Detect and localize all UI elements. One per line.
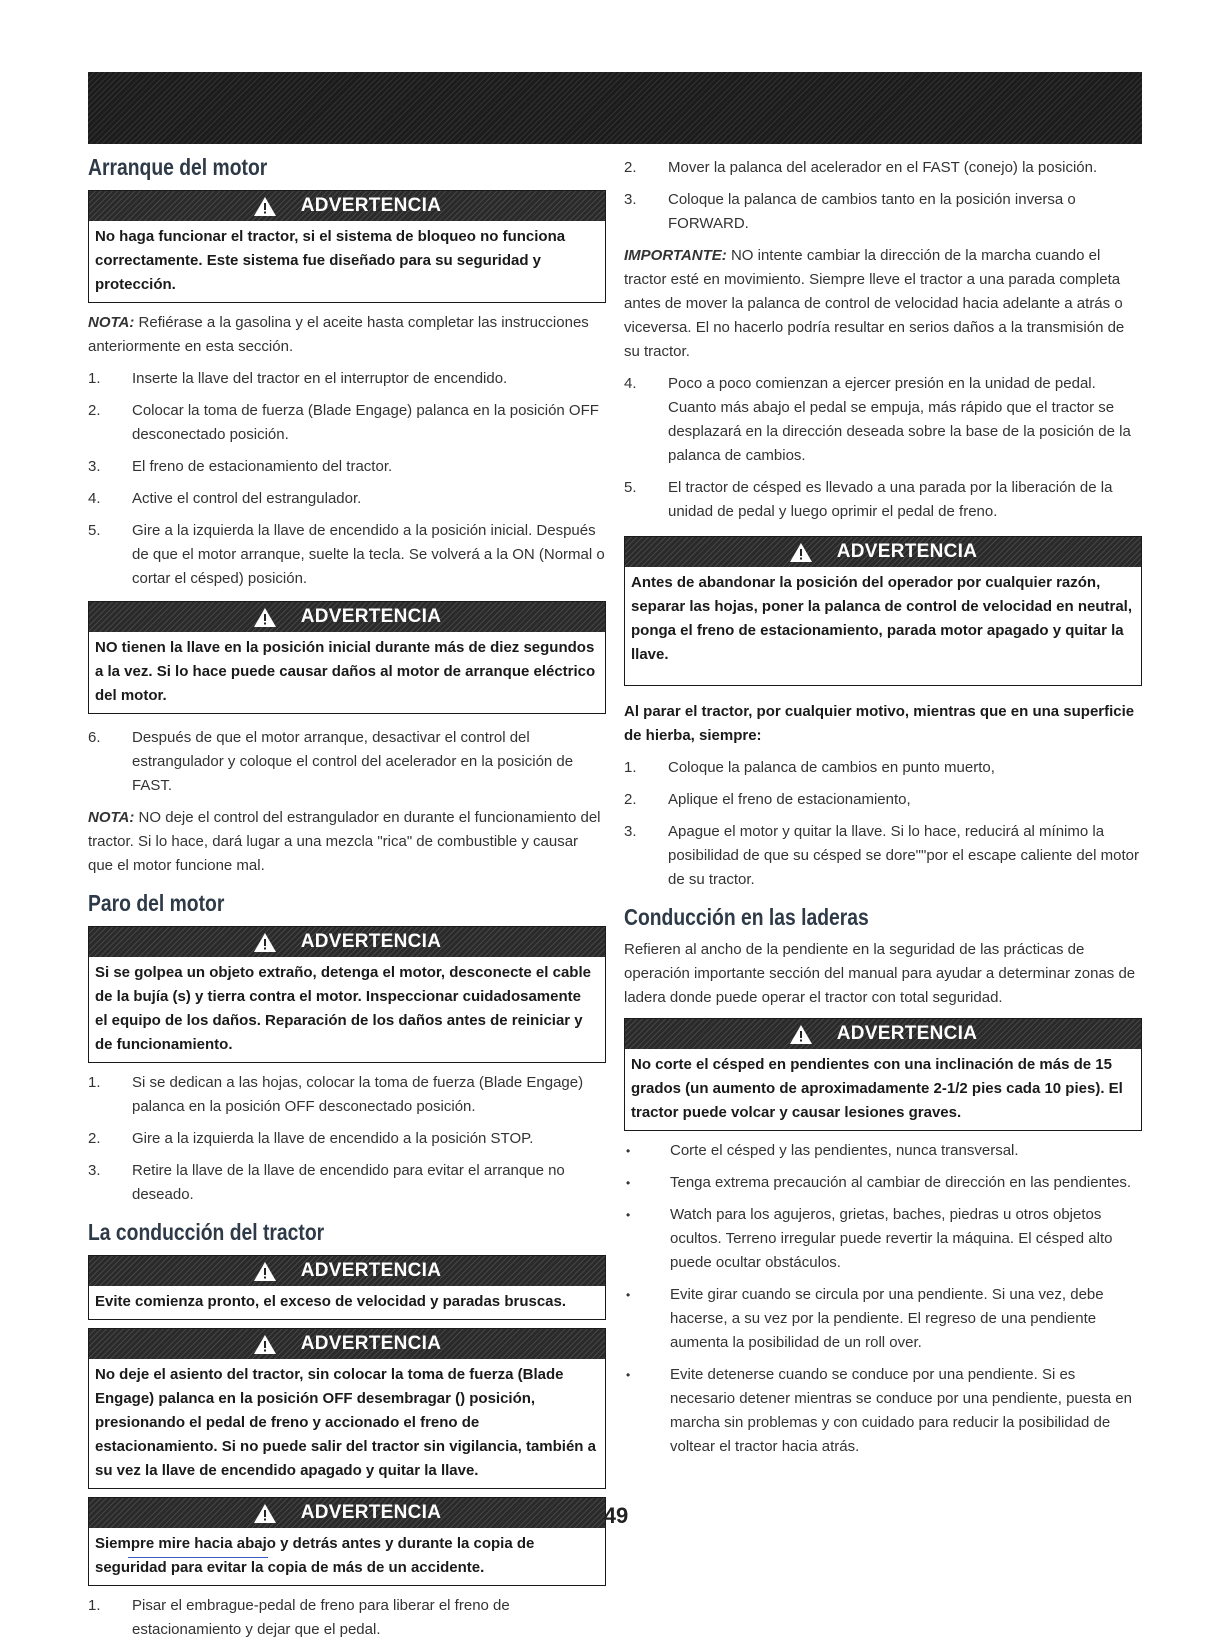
right-column [624,152,1142,1459]
list-number: 5. [624,479,637,496]
list-item [88,487,606,511]
list-item [624,788,1142,812]
list-text: Pisar el embrague-pedal de freno para liberar el freno de estacionamiento y dejar que el pedal. [132,1597,510,1638]
list-item [624,372,1142,468]
note-text: Refiérase a la gasolina y el aceite hasta completar las instrucciones anteriormente en esta sección. [88,314,589,355]
warning-title: ADVERTENCIA [300,1260,442,1281]
warning-header [89,927,605,957]
bullet-icon: • [626,1288,631,1302]
list-text: Aplique el freno de estacionamiento, [668,791,911,808]
warning-header [89,1498,605,1528]
warning-text: Antes de abandonar la posición del operador por cualquier razón, separar las hojas, poner la palanca de control de velocidad en neutral, ponga el freno de estacionamiento, parada motor apagado y quitar la llave. [631,574,1132,663]
list-item [88,367,606,391]
warning-triangle-icon [253,1503,277,1524]
warning-text: NO tienen la llave en la posición inicial durante más de diez segundos a la vez. Si lo hace puede causar daños al motor de arranque eléctrico del motor. [95,639,596,704]
warning-text: Si se golpea un objeto extraño, detenga el motor, desconecte el cable de la bujía (s) y tierra contra el motor. Inspeccionar cuidadosamente el equipo de los daños. Reparación de los daños antes de reiniciar y de funcionamiento. [95,964,591,1053]
bullet-item [624,1363,1142,1459]
list-text: Gire a la izquierda la llave de encendido a la posición inicial. Después de que el motor arranque, suelte la tecla. Se volverá a la ON (Normal o cortar el césped) posición. [132,522,605,587]
section-title-stop-engine: Paro del motor [88,890,225,916]
warning-header [625,1019,1141,1049]
footer-divider [128,1557,268,1558]
note-label: NOTA: [88,809,135,826]
list-number: 1. [88,1597,101,1614]
section-title-start-engine: Arranque del motor [88,154,268,180]
bullet-text: Evite girar cuando se circula por una pendiente. Si una vez, debe hacerse, a su vez por la pendiente. El regreso de una pendiente aumenta la posibilidad de un roll over. [670,1286,1104,1351]
bullet-text: Watch para los agujeros, grietas, baches, piedras u otros objetos ocultos. Terreno irregular puede revertir la máquina. El césped alto puede ocultar obstáculos. [670,1206,1113,1271]
list-number: 3. [88,458,101,475]
bullet-item [624,1283,1142,1355]
list-item [624,476,1142,524]
list-item [624,756,1142,780]
list-item [624,820,1142,892]
list-text: Después de que el motor arranque, desactivar el control del estrangulador y coloque el control del acelerador en la posición de FAST. [132,729,574,794]
warning-box [88,1255,606,1320]
warning-box [88,926,606,1063]
stop-intro: Al parar el tractor, por cualquier motivo, mientras que en una superficie de hierba, siempre: [624,703,1135,744]
list-text: Mover la palanca del acelerador en el FAST (conejo) la posición. [668,159,1098,176]
bullet-icon: • [626,1368,631,1382]
warning-triangle-icon [789,1024,813,1045]
list-number: 3. [88,1162,101,1179]
list-text: Si se dedican a las hojas, colocar la toma de fuerza (Blade Engage) palanca en la posición OFF desconectado posición. [132,1074,584,1115]
warning-title: ADVERTENCIA [300,931,442,952]
note-label: NOTA: [88,314,135,331]
bullet-icon: • [626,1176,631,1190]
list-item [624,188,1142,236]
list-number: 3. [624,191,637,208]
list-number: 2. [88,1130,101,1147]
bullet-item [624,1203,1142,1275]
warning-triangle-icon [253,607,277,628]
important-text: NO intente cambiar la dirección de la marcha cuando el tractor esté en movimiento. Siempre lleve el tractor a una parada completa antes de mover la palanca de control de velocidad hacia adelante a atrás o viceversa. El no hacerlo podría resultar en serios daños a la transmisión de su tractor. [624,247,1125,360]
warning-title: ADVERTENCIA [300,195,442,216]
list-text: Apague el motor y quitar la llave. Si lo hace, reducirá al mínimo la posibilidad de que su césped se dore""por el escape caliente del motor de su tractor. [668,823,1139,888]
list-item [88,519,606,591]
list-item [88,455,606,479]
list-item [88,1594,606,1642]
list-number: 1. [624,759,637,776]
warning-header [89,1256,605,1286]
list-text: Active el control del estrangulador. [132,490,362,507]
list-number: 2. [624,791,637,808]
list-item [88,1127,606,1151]
warning-header [625,537,1141,567]
warning-triangle-icon [253,1261,277,1282]
warning-title: ADVERTENCIA [836,1023,978,1044]
note-text: NO deje el control del estrangulador en durante el funcionamiento del tractor. Si lo hace, dará lugar a una mezcla "rica" de combustible y causar que el motor funcione mal. [88,809,601,874]
list-text: Poco a poco comienzan a ejercer presión en la unidad de pedal. Cuanto más abajo el pedal se empuja, más rápido que el tractor se desplazará en la dirección deseada sobre la base de la posición de la palanca de cambios. [668,375,1131,464]
list-item [88,726,606,798]
warning-box [88,1328,606,1489]
list-text: El tractor de césped es llevado a una parada por la liberación de la unidad de pedal y luego oprimir el pedal de freno. [668,479,1113,520]
list-number: 4. [624,375,637,392]
warning-title: ADVERTENCIA [836,541,978,562]
list-text: Colocar la toma de fuerza (Blade Engage) palanca en la posición OFF desconectado posición. [132,402,599,443]
section-title-slopes: Conducción en las laderas [624,904,869,930]
list-number: 4. [88,490,101,507]
list-text: Inserte la llave del tractor en el interruptor de encendido. [132,370,508,387]
warning-triangle-icon [253,1334,277,1355]
list-number: 1. [88,1074,101,1091]
warning-header [89,602,605,632]
header-banner [88,72,1142,144]
slopes-intro: Refieren al ancho de la pendiente en la seguridad de las prácticas de operación importante sección del manual para ayudar a determinar zonas de ladera donde puede operar el tractor con total seguridad. [624,941,1136,1006]
warning-triangle-icon [789,542,813,563]
list-text: Retire la llave de la llave de encendido para evitar el arranque no deseado. [132,1162,565,1203]
list-number: 1. [88,370,101,387]
section-title-driving: La conducción del tractor [88,1219,325,1245]
list-text: Coloque la palanca de cambios tanto en la posición inversa o FORWARD. [668,191,1076,232]
left-column [88,152,606,1642]
warning-text: No haga funcionar el tractor, si el sistema de bloqueo no funciona correctamente. Este sistema fue diseñado para su seguridad y protección. [95,228,566,293]
bullet-text: Evite detenerse cuando se conduce por una pendiente. Si es necesario detener mientras se conduce por una pendiente, puesta en marcha sin problemas y con cuidado para reducir la posibilidad de voltear el tractor hacia atrás. [670,1366,1132,1455]
list-number: 2. [624,159,637,176]
bullet-item [624,1171,1142,1195]
important-paragraph [624,244,1142,364]
warning-box [624,536,1142,686]
list-item [88,399,606,447]
warning-title: ADVERTENCIA [300,606,442,627]
list-item [88,1071,606,1119]
note-paragraph [88,311,606,359]
warning-title: ADVERTENCIA [300,1502,442,1523]
bullet-item [624,1139,1142,1163]
list-number: 2. [88,402,101,419]
list-text: Coloque la palanca de cambios en punto muerto, [668,759,995,776]
warning-title: ADVERTENCIA [300,1333,442,1354]
list-text: Gire a la izquierda la llave de encendido a la posición STOP. [132,1130,534,1147]
page-number: 49 [603,1503,629,1528]
bullet-text: Tenga extrema precaución al cambiar de dirección en las pendientes. [670,1174,1132,1191]
warning-box [624,1018,1142,1131]
warning-text: Siempre mire hacia abajo y detrás antes y durante la copia de seguridad para evitar la copia de más de un accidente. [95,1535,535,1576]
warning-triangle-icon [253,196,277,217]
bullet-icon: • [626,1208,631,1222]
note-paragraph [88,806,606,878]
list-item [88,1159,606,1207]
warning-triangle-icon [253,932,277,953]
warning-header [89,191,605,221]
warning-text: No deje el asiento del tractor, sin colocar la toma de fuerza (Blade Engage) palanca en la posición OFF desembragar () posición, presionando el pedal de freno y accionado el freno de estacionamiento. Si no puede salir del tractor sin vigilancia, también a su vez la llave de encendido apagado y quitar la llave. [95,1366,596,1479]
warning-box [88,601,606,714]
warning-text: No corte el césped en pendientes con una inclinación de más de 15 grados (un aumento de aproximadamente 2-1/2 pies cada 10 pies). El tractor puede volcar y causar lesiones graves. [631,1056,1123,1121]
warning-text: Evite comienza pronto, el exceso de velocidad y paradas bruscas. [95,1293,567,1310]
bullet-text: Corte el césped y las pendientes, nunca transversal. [670,1142,1019,1159]
warning-box [88,1497,606,1586]
important-label: IMPORTANTE: [624,247,727,264]
list-text: El freno de estacionamiento del tractor. [132,458,393,475]
list-number: 6. [88,729,101,746]
list-item [624,156,1142,180]
warning-box [88,190,606,303]
warning-header [89,1329,605,1359]
bullet-icon: • [626,1144,631,1158]
list-number: 3. [624,823,637,840]
list-number: 5. [88,522,101,539]
